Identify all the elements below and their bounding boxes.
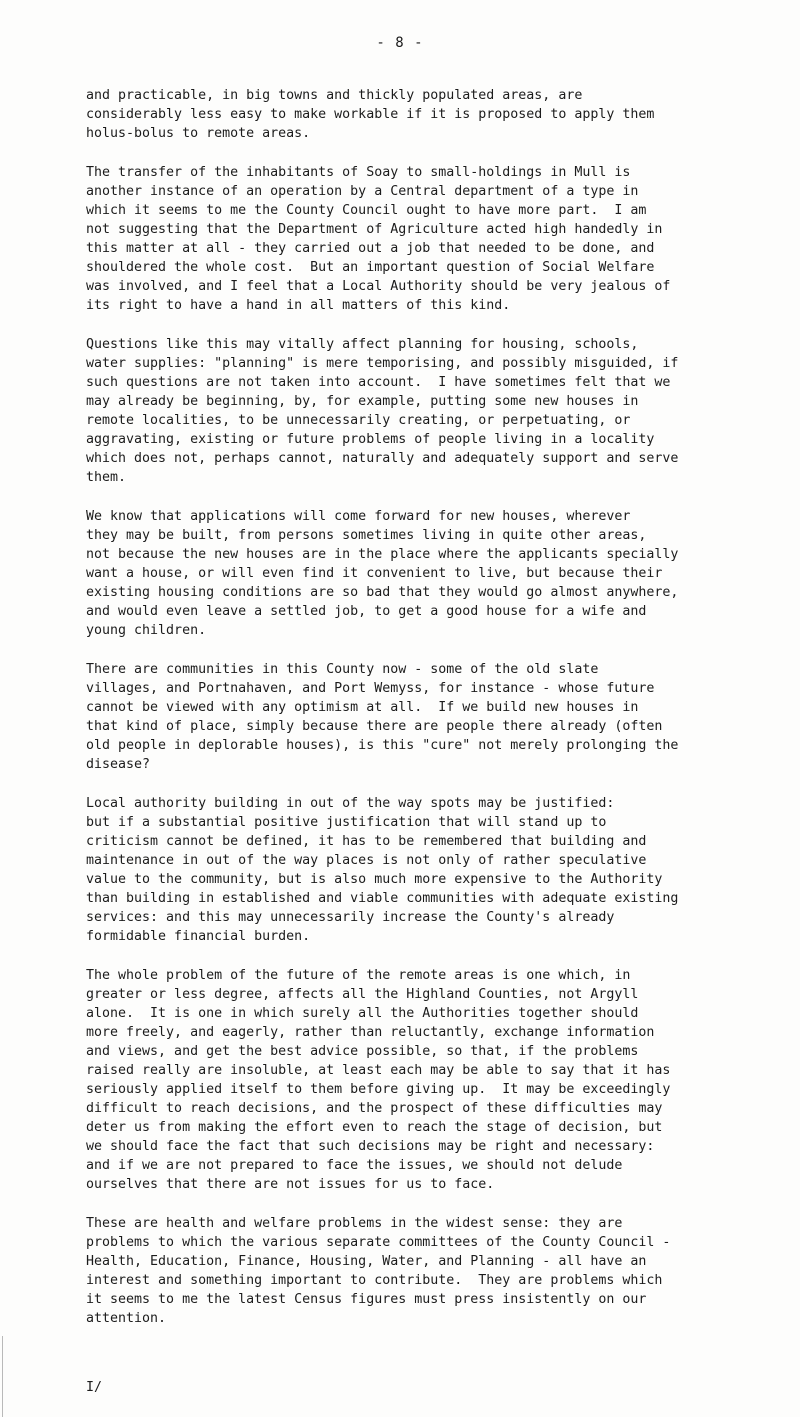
text-line: greater or less degree, affects all the Highland Counties, not Argyll (86, 987, 639, 1002)
text-line: Questions like this may vitally affect planning for housing, schools, (86, 337, 639, 352)
body-text (86, 86, 766, 1348)
text-line: another instance of an operation by a Central department of a type in (86, 184, 639, 199)
text-line: it seems to me the latest Census figures must press insistently on our (86, 1292, 647, 1307)
text-line: was involved, and I feel that a Local Authority should be very jealous of (86, 279, 671, 294)
text-line: which it seems to me the County Council ought to have more part. I am (86, 203, 647, 218)
text-line: ourselves that there are not issues for us to face. (86, 1177, 495, 1192)
text-line: attention. (86, 1311, 167, 1326)
paragraph (86, 507, 766, 640)
text-line: The transfer of the inhabitants of Soay to small-holdings in Mull is (86, 165, 631, 180)
text-line: disease? (86, 757, 151, 772)
text-line: may already be beginning, by, for example, putting some new houses in (86, 394, 639, 409)
text-line: not suggesting that the Department of Agriculture acted high handedly in (86, 222, 663, 237)
text-line: but if a substantial positive justification that will stand up to (86, 815, 607, 830)
continuation-mark: I/ (86, 1380, 103, 1395)
text-line: maintenance in out of the way places is not only of rather speculative (86, 853, 647, 868)
text-line: them. (86, 470, 127, 485)
text-line: want a house, or will even find it convenient to live, but because their (86, 566, 663, 581)
text-line: criticism cannot be defined, it has to be remembered that building and (86, 834, 647, 849)
text-line: this matter at all - they carried out a job that needed to be done, and (86, 241, 655, 256)
paragraph (86, 1214, 766, 1328)
text-line: aggravating, existing or future problems of people living in a locality (86, 432, 655, 447)
text-line: difficult to reach decisions, and the prospect of these difficulties may (86, 1101, 663, 1116)
text-line: value to the community, but is also much more expensive to the Authority (86, 872, 663, 887)
text-line: problems to which the various separate committees of the County Council - (86, 1235, 671, 1250)
text-line: remote localities, to be unnecessarily creating, or perpetuating, or (86, 413, 631, 428)
text-line: its right to have a hand in all matters of this kind. (86, 298, 511, 313)
text-line: not because the new houses are in the place where the applicants specially (86, 547, 679, 562)
text-line: more freely, and eagerly, rather than reluctantly, exchange information (86, 1025, 655, 1040)
text-line: we should face the fact that such decisions may be right and necessary: (86, 1139, 655, 1154)
text-line: The whole problem of the future of the remote areas is one which, in (86, 968, 631, 983)
page-number: - 8 - (376, 35, 424, 51)
text-line: existing housing conditions are so bad that they would go almost anywhere, (86, 585, 679, 600)
text-line: formidable financial burden. (86, 929, 311, 944)
text-line: they may be built, from persons sometimes living in quite other areas, (86, 528, 647, 543)
text-line: which does not, perhaps cannot, naturally and adequately support and serve (86, 451, 679, 466)
text-line: and practicable, in big towns and thickly populated areas, are (86, 88, 583, 103)
text-line: We know that applications will come forward for new houses, wherever (86, 509, 631, 524)
text-line: These are health and welfare problems in the widest sense: they are (86, 1216, 623, 1231)
paragraph (86, 86, 766, 143)
text-line: seriously applied itself to them before giving up. It may be exceedingly (86, 1082, 671, 1097)
text-line: than building in established and viable communities with adequate existing (86, 891, 679, 906)
paragraph (86, 660, 766, 774)
text-line: and views, and get the best advice possible, so that, if the problems (86, 1044, 639, 1059)
text-line: services: and this may unnecessarily increase the County's already (86, 910, 615, 925)
paragraph (86, 335, 766, 487)
text-line: villages, and Portnahaven, and Port Wemyss, for instance - whose future (86, 681, 655, 696)
text-line: and would even leave a settled job, to get a good house for a wife and (86, 604, 647, 619)
paragraph (86, 163, 766, 315)
text-line: Health, Education, Finance, Housing, Water, and Planning - all have an (86, 1254, 647, 1269)
text-line: cannot be viewed with any optimism at all. If we build new houses in (86, 700, 639, 715)
paragraph (86, 794, 766, 946)
text-line: old people in deplorable houses), is this "cure" not merely prolonging the (86, 738, 679, 753)
text-line: that kind of place, simply because there are people there already (often (86, 719, 663, 734)
text-line: Local authority building in out of the way spots may be justified: (86, 796, 615, 811)
text-line: holus-bolus to remote areas. (86, 126, 311, 141)
text-line: water supplies: "planning" is mere temporising, and possibly misguided, if (86, 356, 679, 371)
text-line: alone. It is one in which surely all the Authorities together should (86, 1006, 639, 1021)
text-line: There are communities in this County now - some of the old slate (86, 662, 599, 677)
text-line: interest and something important to contribute. They are problems which (86, 1273, 663, 1288)
text-line: young children. (86, 623, 207, 638)
text-line: shouldered the whole cost. But an important question of Social Welfare (86, 260, 655, 275)
text-line: deter us from making the effort even to reach the stage of decision, but (86, 1120, 663, 1135)
paragraph (86, 966, 766, 1194)
text-line: considerably less easy to make workable if it is proposed to apply them (86, 107, 655, 122)
text-line: such questions are not taken into account. I have sometimes felt that we (86, 375, 671, 390)
margin-rule (2, 1336, 3, 1417)
text-line: raised really are insoluble, at least each may be able to say that it has (86, 1063, 671, 1078)
text-line: and if we are not prepared to face the issues, we should not delude (86, 1158, 623, 1173)
